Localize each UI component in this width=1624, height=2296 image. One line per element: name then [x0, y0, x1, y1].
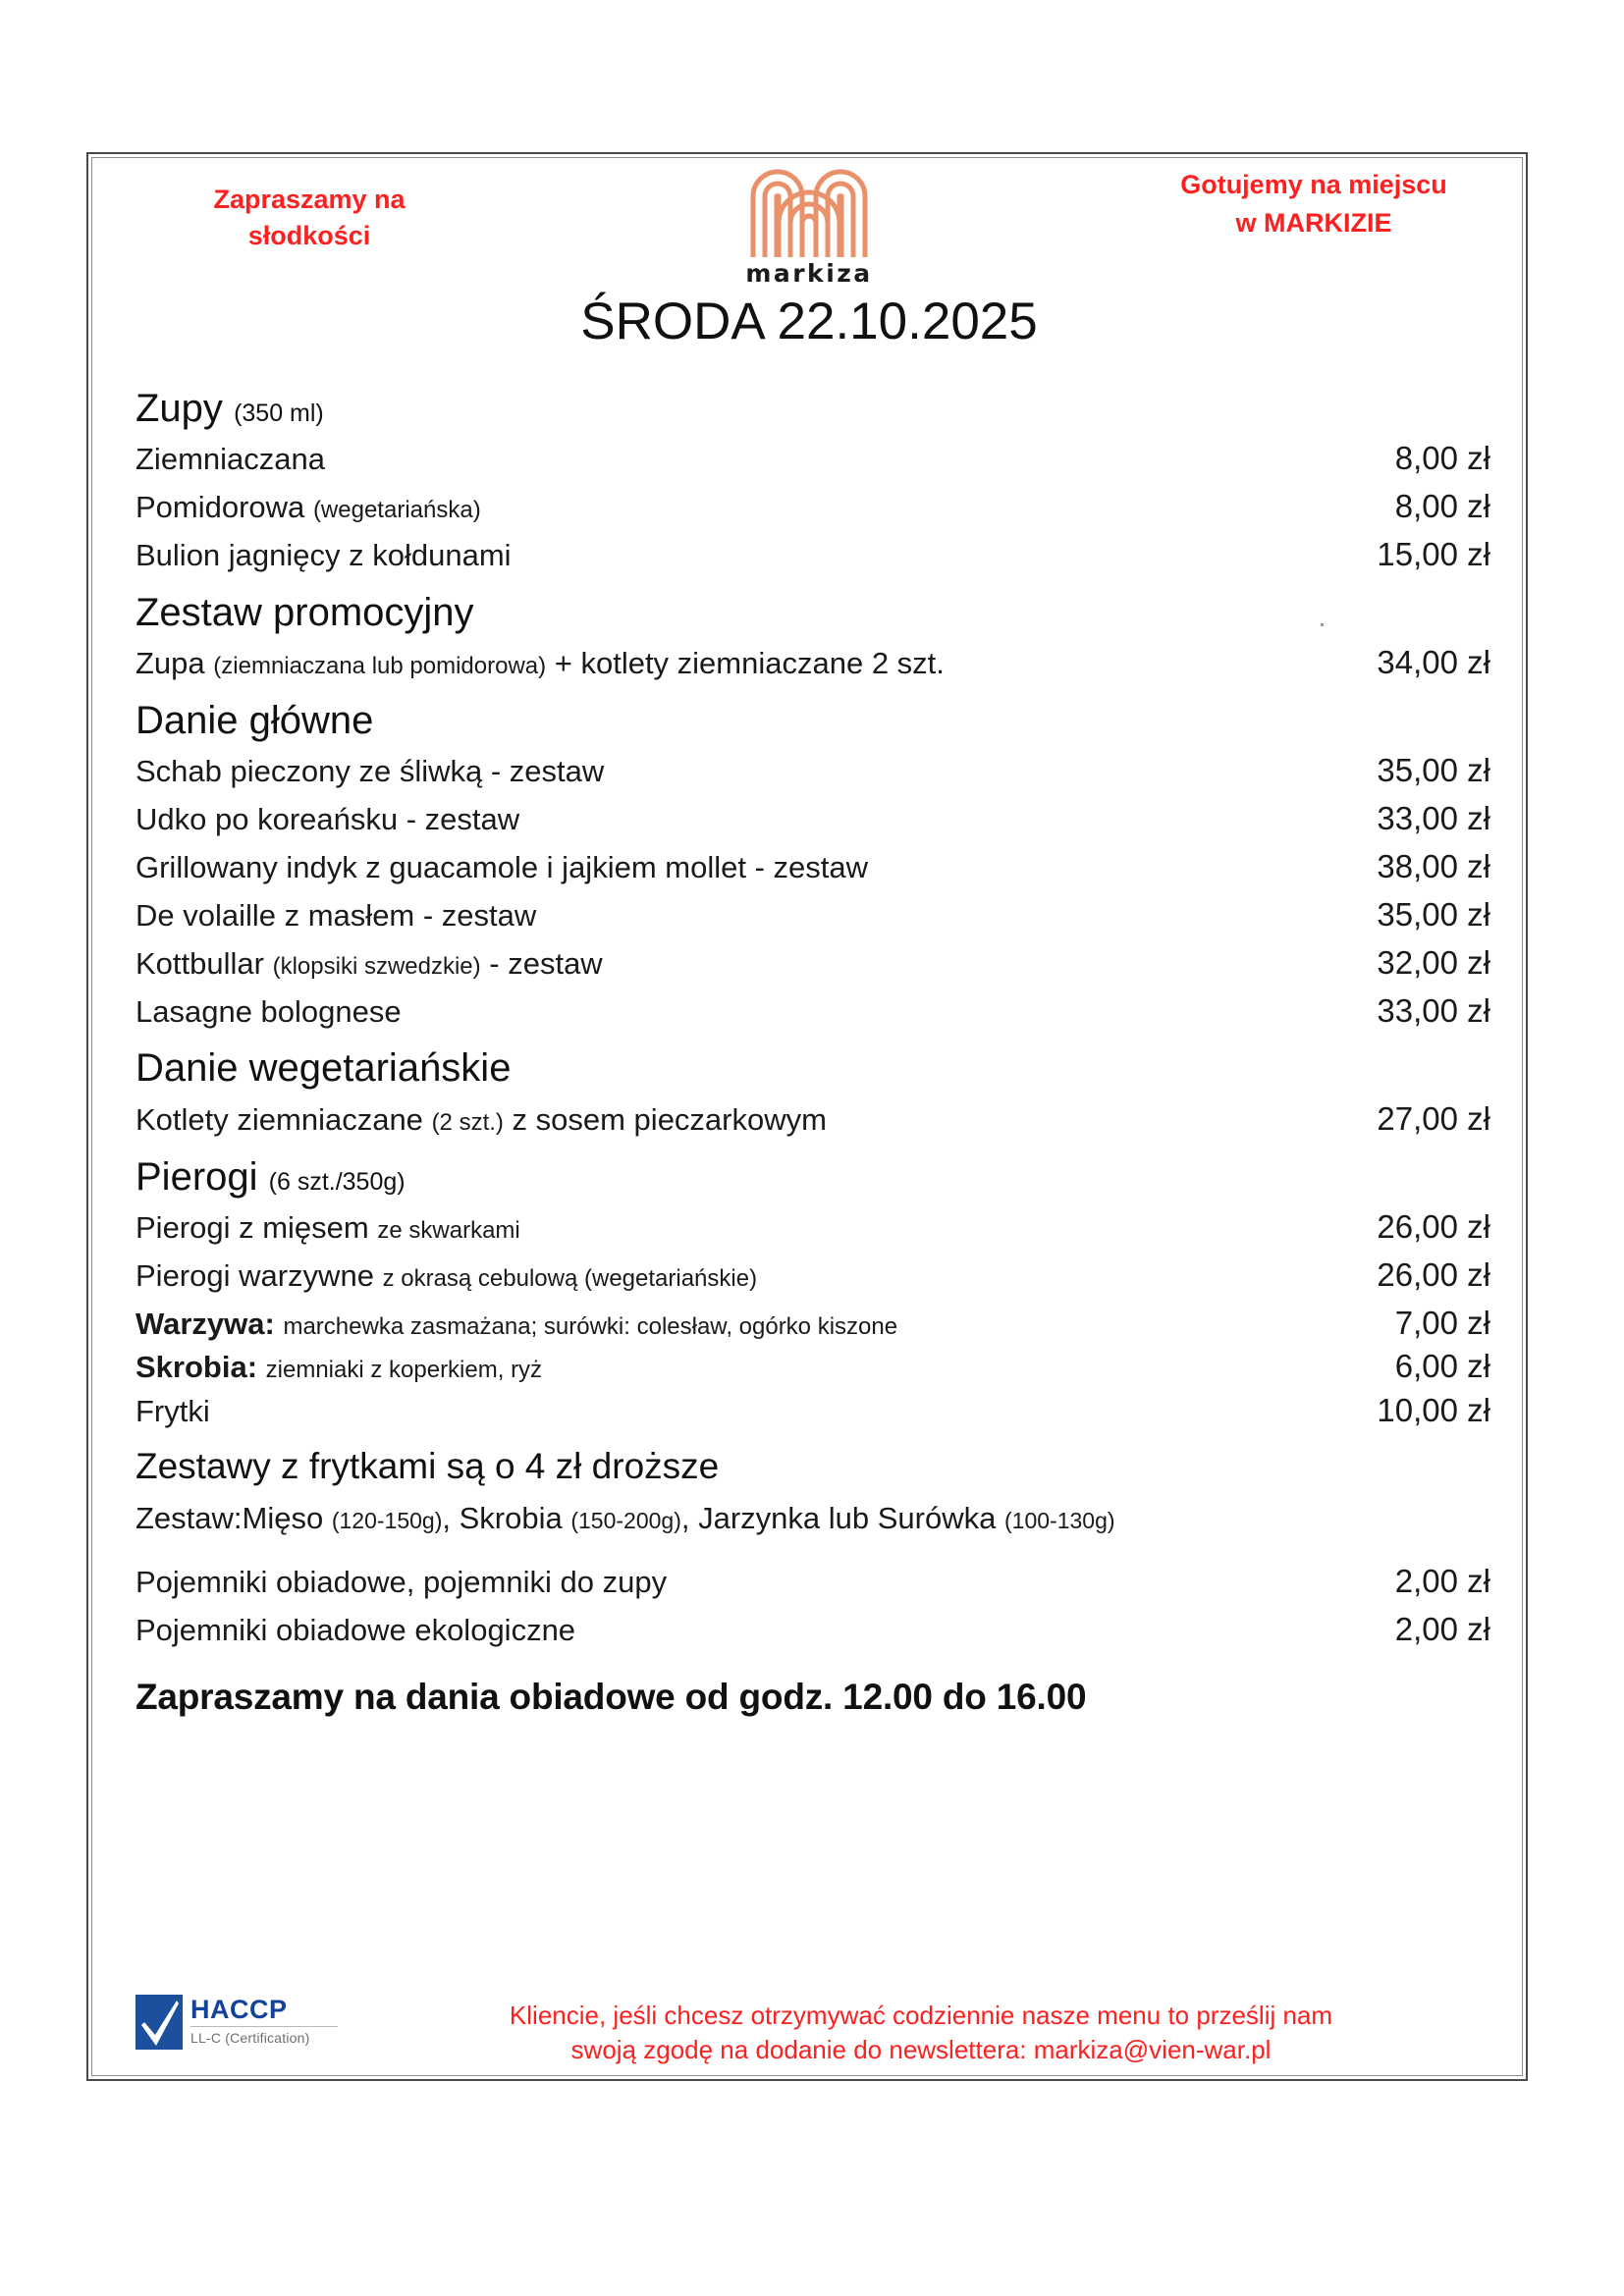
menu-row [135, 1255, 1490, 1297]
item-name: Lasagne bolognese [135, 993, 402, 1029]
item-name-sub: (klopsiki szwedzkie) [272, 952, 481, 980]
item-price: 35,00 zł [1377, 895, 1490, 933]
menu-row [135, 1303, 1490, 1345]
menu-card-frame [86, 152, 1528, 2081]
menu-row [135, 1206, 1490, 1249]
item-name: Pojemniki obiadowe, pojemniki do zupy [135, 1564, 668, 1599]
haccp-certification-logo [135, 1995, 361, 2050]
item-name-main: Kotlety ziemniaczane [135, 1101, 423, 1137]
set-qty-meat: (120-150g) [331, 1508, 443, 1534]
promo-sweets-line2: słodkości [247, 221, 371, 251]
item-price: 33,00 zł [1377, 991, 1490, 1029]
item-price: 26,00 zł [1377, 1207, 1490, 1245]
item-price: 6,00 zł [1394, 1348, 1490, 1385]
item-name: Schab pieczony ze śliwką - zestaw [135, 754, 605, 789]
side-label: Warzywa: [135, 1306, 275, 1341]
pierogi-heading-qty: (6 szt./350g) [268, 1167, 406, 1196]
side-detail: marchewka zasmażana; surówki: colesław, ogórko kiszone [283, 1312, 898, 1340]
item-name-tail: z sosem pieczarkowym [512, 1101, 827, 1137]
item-name: De volaille z masłem - zestaw [135, 897, 537, 933]
item-name-main: Kottbullar [135, 945, 264, 981]
item-name [135, 488, 481, 527]
pierogi-heading-text: Pierogi [135, 1154, 258, 1199]
item-price: 8,00 zł [1394, 488, 1490, 525]
promo-sweets-note [162, 182, 457, 255]
item-name-main: Pierogi warzywne [135, 1257, 374, 1293]
menu-row [135, 1098, 1490, 1141]
promo-cooked-line2: w MARKIZIE [1235, 208, 1392, 239]
item-price: 15,00 zł [1377, 535, 1490, 572]
item-price: 26,00 zł [1377, 1255, 1490, 1293]
item-price: 32,00 zł [1377, 943, 1490, 981]
brand-wordmark: markiza [745, 259, 873, 288]
menu-content [88, 372, 1530, 1722]
item-name: Pojemniki obiadowe ekologiczne [135, 1612, 576, 1647]
menu-row [135, 1561, 1490, 1603]
menu-row [135, 1346, 1490, 1388]
menu-row [135, 438, 1490, 480]
section-heading-main-dish: Danie główne [135, 698, 374, 742]
set-part-veg: , Jarzynka lub Surówka [680, 1501, 997, 1536]
item-name-tail: - zestaw [489, 945, 603, 981]
item-name-sub: (wegetariańska) [312, 497, 481, 524]
soups-heading-text: Zupy [135, 387, 223, 430]
haccp-divider [190, 2026, 338, 2027]
fries-surcharge-note: Zestawy z frytkami są o 4 zł droższe [135, 1446, 720, 1487]
item-name: Frytki [135, 1394, 210, 1429]
menu-row [135, 1609, 1490, 1651]
item-name [135, 1208, 520, 1248]
set-qty-starch: (150-200g) [570, 1508, 681, 1534]
menu-date: ŚRODA 22.10.2025 [580, 293, 1038, 350]
haccp-subtitle: LL-C (Certification) [190, 2029, 310, 2046]
item-name: Grillowany indyk z guacamole i jajkiem mollet - zestaw [135, 849, 868, 884]
set-part-starch: , Skrobia [442, 1501, 563, 1536]
section-heading-promo-set: Zestaw promocyjny [135, 590, 474, 634]
item-price: 27,00 zł [1377, 1099, 1490, 1137]
item-name [135, 1348, 542, 1387]
menu-row [135, 486, 1490, 528]
promo-cooked-onsite-note [1147, 166, 1481, 242]
promo-sweets-line1: Zapraszamy na [213, 185, 406, 214]
menu-row [135, 534, 1490, 576]
menu-row [135, 750, 1490, 792]
set-qty-veg: (100-130g) [1004, 1508, 1115, 1534]
item-price: 8,00 zł [1394, 440, 1490, 477]
item-price: 35,00 zł [1377, 752, 1490, 789]
menu-row [135, 942, 1490, 985]
item-price: 38,00 zł [1377, 847, 1490, 884]
item-price: 34,00 zł [1377, 644, 1490, 681]
item-name [135, 644, 945, 683]
item-name-sub: z okrasą cebulową (wegetariańskie) [382, 1264, 758, 1292]
menu-footer [88, 1995, 1530, 2067]
item-price: 10,00 zł [1377, 1392, 1490, 1429]
set-part-meat: Zestaw:Mięso [135, 1501, 324, 1536]
brand-logo [701, 164, 917, 288]
menu-row [135, 894, 1490, 936]
soups-heading-qty: (350 ml) [234, 400, 324, 427]
item-name-main: Pierogi z mięsem [135, 1209, 369, 1245]
item-name [135, 944, 603, 984]
item-name: Ziemniaczana [135, 442, 325, 477]
item-price: 33,00 zł [1377, 800, 1490, 837]
markiza-m-logo-icon [745, 164, 873, 257]
item-name: Bulion jagnięcy z kołdunami [135, 537, 512, 572]
item-name-main: Pomidorowa [135, 490, 305, 525]
section-heading-vegetarian: Danie wegetariańskie [135, 1046, 512, 1091]
item-name: Udko po koreańsku - zestaw [135, 802, 520, 837]
item-name [135, 1256, 757, 1296]
section-heading-pierogi [135, 1154, 1490, 1201]
set-composition-note [135, 1499, 1490, 1538]
menu-row [135, 846, 1490, 888]
menu-row [135, 642, 1490, 684]
item-name-main: Zupa [135, 646, 205, 681]
newsletter-line1: Kliencie, jeśli chcesz otrzymywać codziennie nasze menu to prześlij nam [509, 2000, 1333, 2030]
haccp-title: HACCP [190, 1994, 288, 2024]
menu-row [135, 990, 1490, 1033]
item-name [135, 1305, 897, 1344]
opening-hours-note: Zapraszamy na dania obiadowe od godz. 12.00 do 16.00 [135, 1676, 1087, 1717]
menu-row [135, 798, 1490, 840]
side-detail: ziemniaki z koperkiem, ryż [265, 1357, 543, 1384]
item-name [135, 1100, 827, 1140]
menu-header [88, 154, 1530, 380]
section-heading-soups [135, 386, 1490, 432]
haccp-checkmark-icon [135, 1995, 183, 2050]
item-price: 7,00 zł [1394, 1304, 1490, 1341]
item-price: 2,00 zł [1394, 1610, 1490, 1647]
newsletter-invitation [361, 1995, 1490, 2067]
stray-mark [1321, 623, 1324, 626]
item-name-sub: (ziemniaczana lub pomidorowa) [213, 653, 547, 680]
side-label: Skrobia: [135, 1350, 258, 1385]
item-price: 2,00 zł [1394, 1562, 1490, 1599]
newsletter-line2: swoją zgodę na dodanie do newslettera: markiza@vien-war.pl [570, 2034, 1272, 2064]
promo-cooked-line1: Gotujemy na miejscu [1180, 170, 1447, 199]
item-name-tail: + kotlety ziemniaczane 2 szt. [554, 646, 945, 681]
menu-row [135, 1390, 1490, 1432]
item-name-sub: ze skwarkami [377, 1216, 520, 1244]
item-name-sub: (2 szt.) [431, 1108, 504, 1136]
